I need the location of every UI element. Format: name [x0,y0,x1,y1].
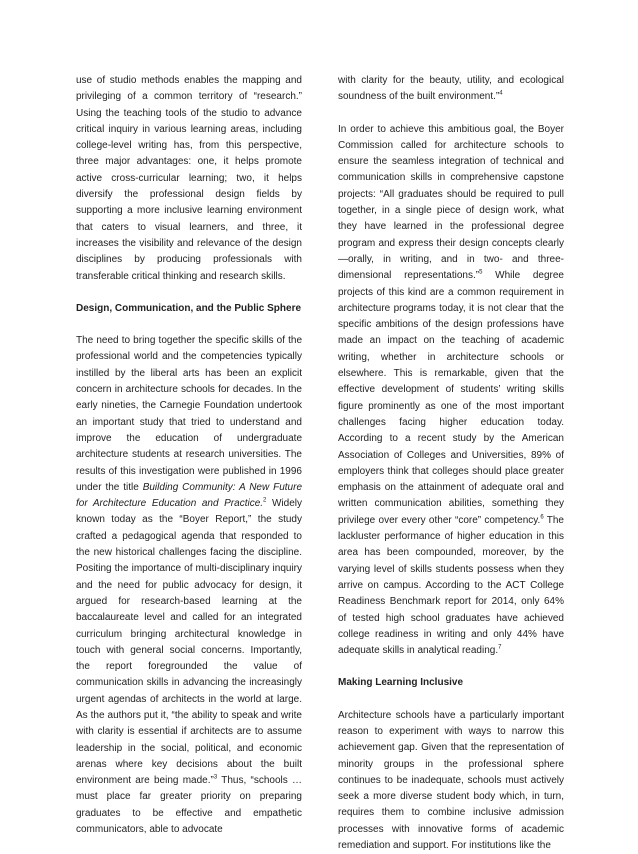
right-column [338,73,564,854]
continuation-text: with clarity for the beauty, utility, and ecological soundness of the built environment.” [338,75,564,103]
inclusive-paragraph: Architecture schools have a particularly important reason to experiment with ways to narrow this achievement gap. Given that the representation of minority groups in the professional sphere continues to be inadequate, schools must actively seek a more diverse student body which, in turn, requires them to combine inclusive admission processes with innovative forms of academic remediation and support. For institutions like the [338,709,564,852]
need-text-c: Thus, “schools … must place far greater priority on preparing graduates to be effective and empathetic communicators, able to advocate [76,775,302,836]
footnote-ref-2: 2 [263,497,267,504]
footnote-ref-5: 5 [479,269,483,276]
left-column [76,73,302,838]
goal-text-c: The lackluster performance of higher education in this area has been compounded, moreover, by the varying level of skills students possess when they arrive on campus. According to the ACT College Readiness Benchmark report for 2014, only 64% of tested high school graduates have achieved college readiness in writing and only 44% have adequate skills in analytical reading. [338,514,564,657]
intro-paragraph: use of studio methods enables the mapping and privileging of a common territory of “research.” Using the teaching tools of the studio to advance critical inquiry in various learning areas, including college-level writing has, from this perspective, three major advantages: one, it helps promote active cross-curricular learning; two, it helps diversify the professional design fields by supporting a more inclusive learning environment that caters to visual learners, and three, it increases the visibility and relevance of the design disciplines by producing professionals with transferable critical thinking and research skills. [76,75,302,282]
goal-paragraph [338,122,564,660]
goal-text-b: While degree projects of this kind are a common requirement in architecture programs today, it is not clear that the specific ambitions of the design professions have made an impact on the teaching of academic writing, whether in architecture schools or elsewhere. This is remarkable, given that the effective development of students’ writing skills figure prominently as one of the most important challenges facing higher education today. According to a recent study by the American Association of Colleges and Universities, 89% of employers think that colleges should place greater emphasis on the attainment of adequate oral and written communication abilities, something they privilege over every other “core” competency. [338,270,564,526]
book-title: Building Community: A New Future for Architecture Education and Practice. [76,481,303,510]
need-paragraph [76,333,302,838]
continuation-paragraph [338,73,564,106]
section-heading-design: Design, Communication, and the Public Sphere [76,302,302,314]
footnote-ref-3: 3 [213,774,218,781]
need-text-a: The need to bring together the specific skills of the professional world and the competencies typically instilled by the liberal arts has been an explicit concern in architecture schools for decades. In the early nineties, the Carnegie Foundation undertook an important study that tried to understand and improve the education of undergraduate architecture students at research universities. The results of this investigation were published in 1996 under the title [76,335,302,493]
footnote-ref-7: 7 [498,644,502,651]
footnote-ref-4: 4 [499,90,503,97]
goal-text-a: In order to achieve this ambitious goal, the Boyer Commission called for architecture schools to ensure the seamless integration of technical and communication skills in comprehensive capstone projects: “All graduates should be required to pull together, in a single piece of design work, what they have learned in the professional degree program and express their design concepts clearly—orally, in writing, and in two- and three-dimensional representations.” [338,123,564,282]
need-text-b: Widely known today as the “Boyer Report,” the study crafted a pedagogical agenda that responded to the new historical challenges facing the discipline. Positing the importance of multi-disciplinary inquiry and the need for public advocacy for design, it argued for research-based learning at the baccalaureate level and called for an integrated curriculum bringing architectural knowledge in touch with general social concerns. Importantly, the report foregrounded the value of communication skills in advancing the increasingly urgent agendas of architects in the world at large. As the authors put it, “the ability to speak and write with clarity is essential if architects are to assume leadership in the social, political, and economic arenas where key decisions about the built environment are being made.” [76,498,302,787]
section-heading-inclusive: Making Learning Inclusive [338,677,464,689]
footnote-ref-6: 6 [540,514,544,521]
